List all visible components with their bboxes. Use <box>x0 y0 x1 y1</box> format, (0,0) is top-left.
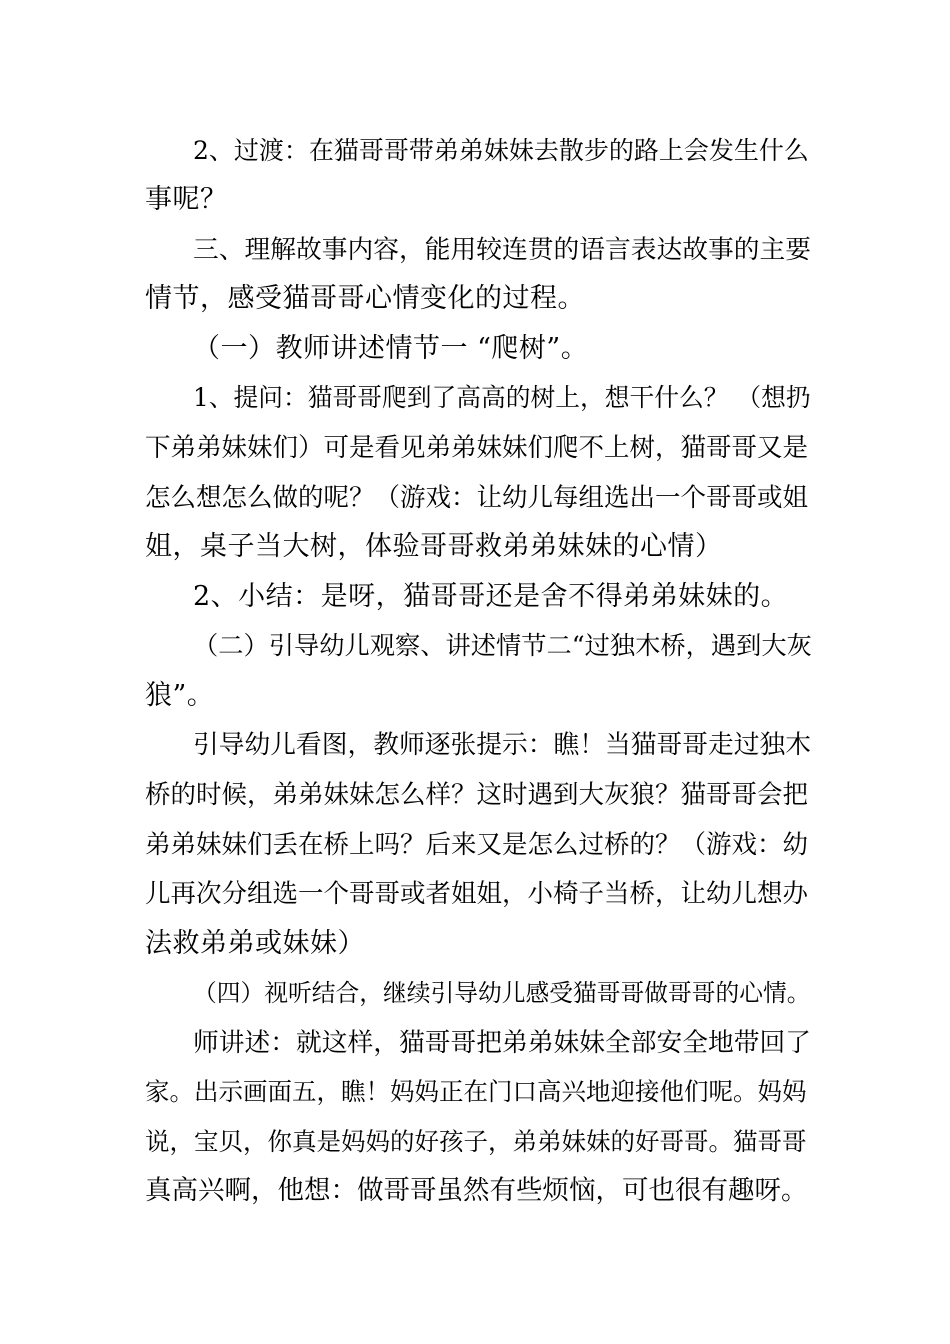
text-line-2: 事呢？ <box>145 184 228 215</box>
text-line-21: 说，宝贝，你真是妈妈的好孩子，弟弟妹妹的好哥哥。猫哥哥 <box>145 1127 807 1156</box>
text-line-4: 情节，感受猫哥哥心情变化的过程。 <box>145 283 585 314</box>
text-line-12: 狼”。 <box>145 680 215 711</box>
text-line-22: 真高兴啊，他想：做哥哥虽然有些烦恼，可也很有趣呀。 <box>145 1175 808 1206</box>
text-line-15: 弟弟妹妹们丢在桥上吗？后来又是怎么过桥的？（游戏：幼 <box>145 830 809 860</box>
text-line-18: （四）视听结合，继续引导幼儿感受猫哥哥做哥哥的心情。 <box>193 979 811 1007</box>
text-line-17: 法救弟弟或妹妹） <box>145 928 365 959</box>
text-line-8: 怎么想怎么做的呢？（游戏：让幼儿每组选出一个哥哥或姐 <box>145 483 809 513</box>
text-line-19: 师讲述：就这样，猫哥哥把弟弟妹妹全部安全地带回了 <box>193 1028 811 1058</box>
text-line-3: 三、理解故事内容，能用较连贯的语言表达故事的主要 <box>193 235 811 265</box>
text-line-6: 1、提问：猫哥哥爬到了高高的树上，想干什么？ （想扔 <box>193 383 811 412</box>
text-line-1: 2、过渡：在猫哥哥带弟弟妹妹去散步的路上会发生什么 <box>193 136 809 165</box>
text-line-20: 家。出示画面五，瞧！妈妈正在门口高兴地迎接他们呢。妈妈 <box>145 1077 807 1106</box>
text-line-10: 2、小结：是呀，猫哥哥还是舍不得弟弟妹妹的。 <box>193 581 789 612</box>
text-line-5: （一）教师讲述情节一 “爬树”。 <box>193 333 589 364</box>
text-line-16: 儿再次分组选一个哥哥或者姐姐，小椅子当桥，让幼儿想办 <box>145 879 809 909</box>
text-line-7: 下弟弟妹妹们）可是看见弟弟妹妹们爬不上树，猫哥哥又是 <box>145 433 809 463</box>
text-line-9: 姐，桌子当大树，体验哥哥救弟弟妹妹的心情） <box>145 531 723 562</box>
text-line-13: 引导幼儿看图，教师逐张提示：瞧！当猫哥哥走过独木 <box>193 730 811 760</box>
text-line-14: 桥的时候，弟弟妹妹怎么样？这时遇到大灰狼？猫哥哥会把 <box>145 780 809 810</box>
text-line-11: （二）引导幼儿观察、讲述情节二“过独木桥，遇到大灰 <box>193 631 812 660</box>
